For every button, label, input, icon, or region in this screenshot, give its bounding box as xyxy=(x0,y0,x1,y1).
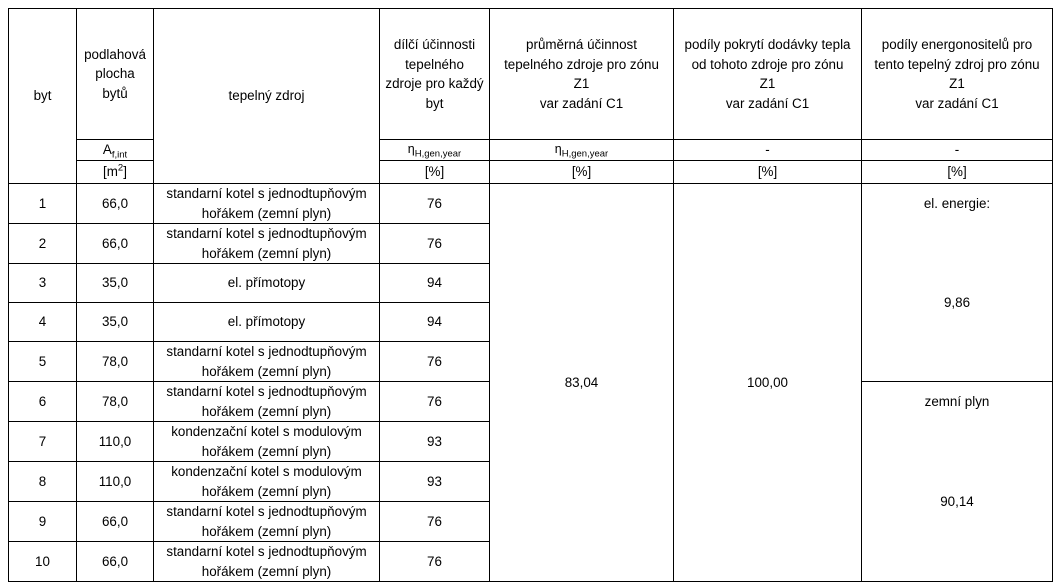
cell-source: kondenzační kotel s modulovým hořákem (zemní plyn) xyxy=(154,462,380,502)
cell-byt: 9 xyxy=(9,502,77,542)
header-average-efficiency: průměrná účinnost tepelného zdroje pro zónu Z1 var zadání C1 xyxy=(490,9,674,140)
cell-efficiency: 76 xyxy=(380,224,490,264)
cell-byt: 7 xyxy=(9,422,77,462)
cell-byt: 2 xyxy=(9,224,77,264)
cell-source: standarní kotel s jednodtupňovým hořákem (zemní plyn) xyxy=(154,382,380,422)
cell-el-energy-label: el. energie: xyxy=(862,184,1053,224)
cell-area: 78,0 xyxy=(77,382,154,422)
cell-byt: 1 xyxy=(9,184,77,224)
cell-byt: 6 xyxy=(9,382,77,422)
cell-efficiency: 94 xyxy=(380,264,490,303)
cell-source: kondenzační kotel s modulovým hořákem (zemní plyn) xyxy=(154,422,380,462)
unit-coverage: [%] xyxy=(674,161,862,184)
symbol-coverage: - xyxy=(674,140,862,161)
cell-source: standarní kotel s jednodtupňovým hořákem (zemní plyn) xyxy=(154,502,380,542)
cell-byt: 3 xyxy=(9,264,77,303)
cell-area: 35,0 xyxy=(77,303,154,342)
cell-area: 66,0 xyxy=(77,542,154,582)
cell-gas-label: zemní plyn xyxy=(862,382,1053,422)
cell-efficiency: 94 xyxy=(380,303,490,342)
cell-efficiency: 76 xyxy=(380,542,490,582)
cell-source: standarní kotel s jednodtupňovým hořákem (zemní plyn) xyxy=(154,224,380,264)
cell-source: standarní kotel s jednodtupňovým hořákem (zemní plyn) xyxy=(154,542,380,582)
cell-byt: 8 xyxy=(9,462,77,502)
header-coverage: podíly pokrytí dodávky tepla od tohoto zdroje pro zónu Z1 var zadání C1 xyxy=(674,9,862,140)
cell-area: 66,0 xyxy=(77,224,154,264)
symbol-average-efficiency: $\eta_{H,gen,year}$ xyxy=(490,140,674,161)
cell-byt: 10 xyxy=(9,542,77,582)
cell-area: 110,0 xyxy=(77,422,154,462)
header-source: tepelný zdroj xyxy=(154,9,380,184)
unit-area: $[m^2]$ xyxy=(77,161,154,184)
cell-coverage: 100,00 xyxy=(674,184,862,582)
symbol-energy-share: - xyxy=(862,140,1053,161)
cell-el-energy-value: 9,86 xyxy=(862,224,1053,382)
cell-average-efficiency: 83,04 xyxy=(490,184,674,582)
header-energy-share: podíly energonositelů pro tento tepelný zdroj pro zónu Z1 var zadání C1 xyxy=(862,9,1053,140)
cell-byt: 4 xyxy=(9,303,77,342)
cell-efficiency: 76 xyxy=(380,342,490,382)
cell-efficiency: 93 xyxy=(380,462,490,502)
cell-gas-value: 90,14 xyxy=(862,422,1053,582)
cell-efficiency: 76 xyxy=(380,184,490,224)
header-byt: byt xyxy=(9,9,77,184)
efficiency-table xyxy=(8,8,1053,582)
cell-area: 66,0 xyxy=(77,502,154,542)
header-partial-efficiency: dílčí účinnosti tepelného zdroje pro každý byt xyxy=(380,9,490,140)
unit-average-efficiency: [%] xyxy=(490,161,674,184)
cell-source: standarní kotel s jednodtupňovým hořákem (zemní plyn) xyxy=(154,342,380,382)
cell-area: 66,0 xyxy=(77,184,154,224)
cell-efficiency: 76 xyxy=(380,502,490,542)
cell-efficiency: 76 xyxy=(380,382,490,422)
cell-source: el. přímotopy xyxy=(154,303,380,342)
cell-source: el. přímotopy xyxy=(154,264,380,303)
unit-partial-efficiency: [%] xyxy=(380,161,490,184)
symbol-partial-efficiency: $\eta_{H,gen,year}$ xyxy=(380,140,490,161)
unit-energy-share: [%] xyxy=(862,161,1053,184)
header-area: podlahová plocha bytů xyxy=(77,9,154,140)
cell-efficiency: 93 xyxy=(380,422,490,462)
cell-source: standarní kotel s jednodtupňovým hořákem (zemní plyn) xyxy=(154,184,380,224)
cell-area: 78,0 xyxy=(77,342,154,382)
symbol-area: $A_{f,int}$ xyxy=(77,140,154,161)
cell-area: 35,0 xyxy=(77,264,154,303)
cell-byt: 5 xyxy=(9,342,77,382)
table-row xyxy=(9,184,1053,224)
cell-area: 110,0 xyxy=(77,462,154,502)
